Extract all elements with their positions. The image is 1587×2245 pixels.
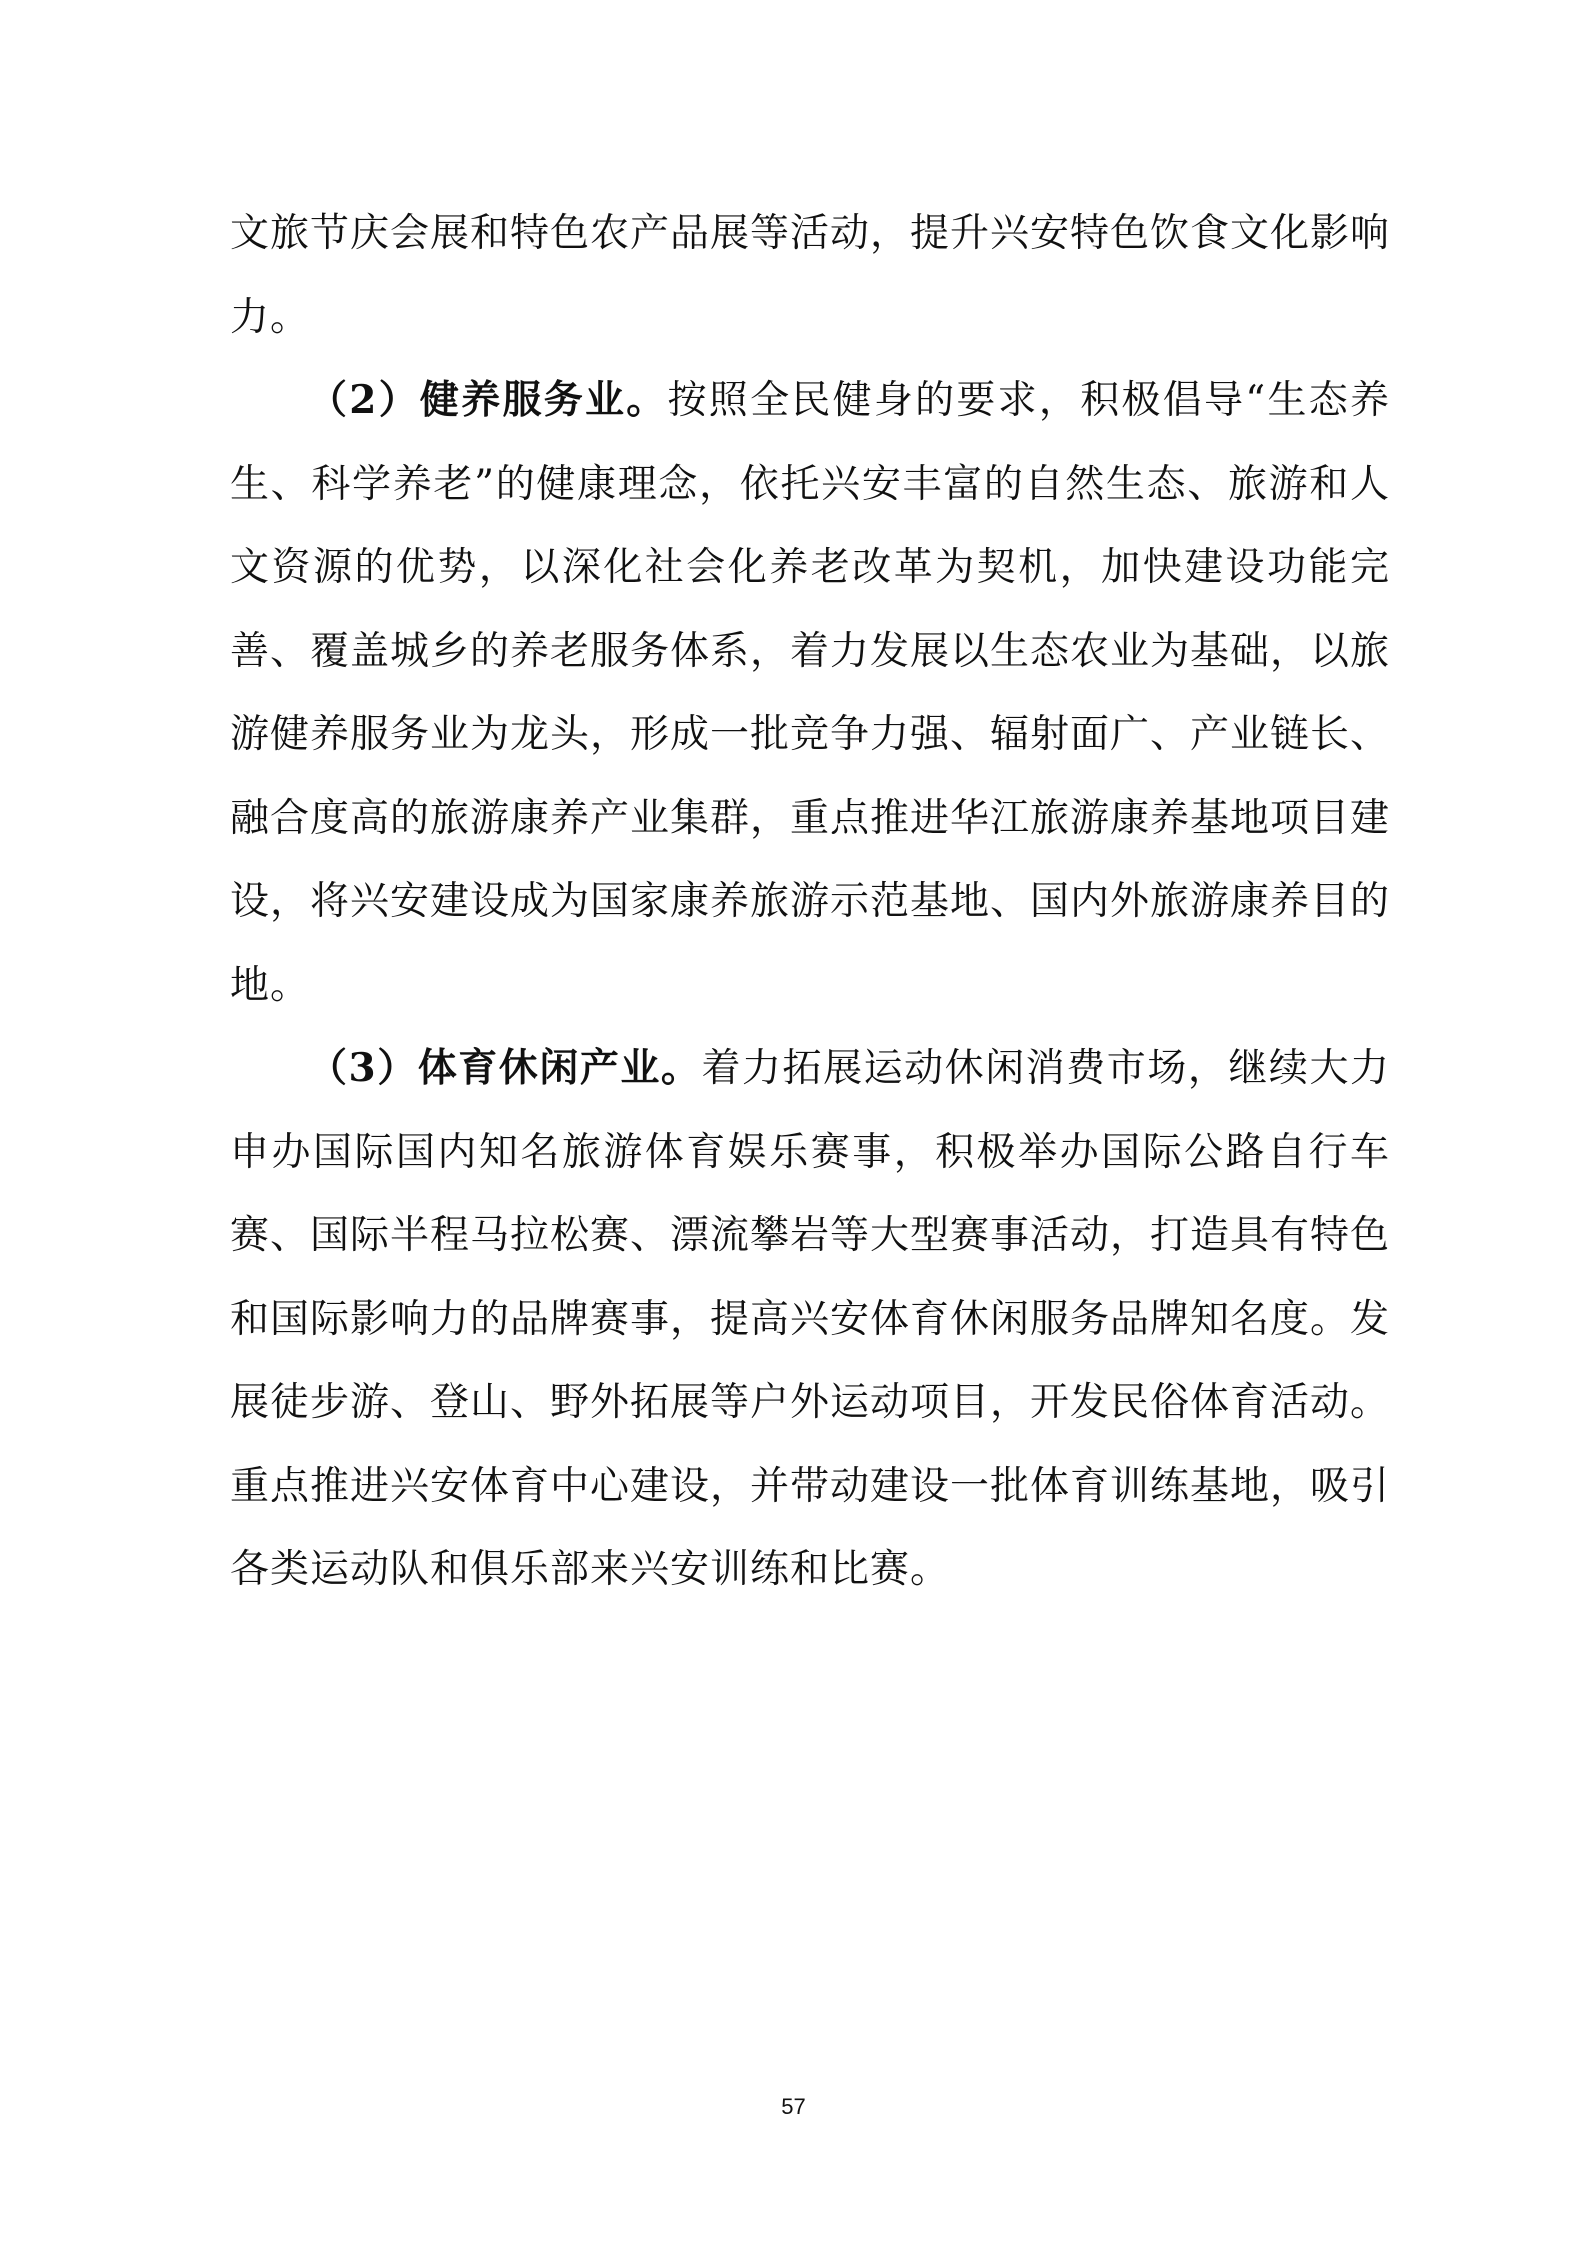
paragraph-health-services — [230, 359, 1390, 1027]
section-heading-sports-leisure: （3）体育休闲产业。 — [308, 1045, 702, 1091]
paragraph-text: 着力拓展运动休闲消费市场，继续大力申办国际国内知名旅游体育娱乐赛事，积极举办国际公路自行车赛、国际半程马拉松赛、漂流攀岩等大型赛事活动，打造具有特色和国际影响力的品牌赛事，提高兴安体育休闲服务品牌知名度。发展徒步游、登山、野外拓展等户外运动项目，开发民俗体育活动。重点推进兴安体育中心建设，并带动建设一批体育训练基地，吸引各类运动队和俱乐部来兴安训练和比赛。 — [230, 1046, 1391, 1592]
paragraph-text: 按照全民健身的要求，积极倡导“生态养生、科学养老”的健康理念，依托兴安丰富的自然生态、旅游和人文资源的优势，以深化社会化养老改革为契机，加快建设功能完善、覆盖城乡的养老服务体系，着力发展以生态农业为基础，以旅游健养服务业为龙头，形成一批竞争力强、辐射面广、产业链长、融合度高的旅游康养产业集群，重点推进华江旅游康养基地项目建设，将兴安建设成为国家康养旅游示范基地、国内外旅游康养目的地。 — [230, 378, 1391, 1008]
page-number: 57 — [781, 2094, 806, 2119]
section-heading-health-services: （2）健养服务业。 — [308, 377, 668, 423]
paragraph-sports-leisure — [230, 1027, 1390, 1612]
body-text — [230, 192, 1390, 1612]
paragraph-text: 文旅节庆会展和特色农产品展等活动，提升兴安特色饮食文化影响力。 — [230, 211, 1391, 340]
paragraph-continuation — [230, 192, 1390, 359]
